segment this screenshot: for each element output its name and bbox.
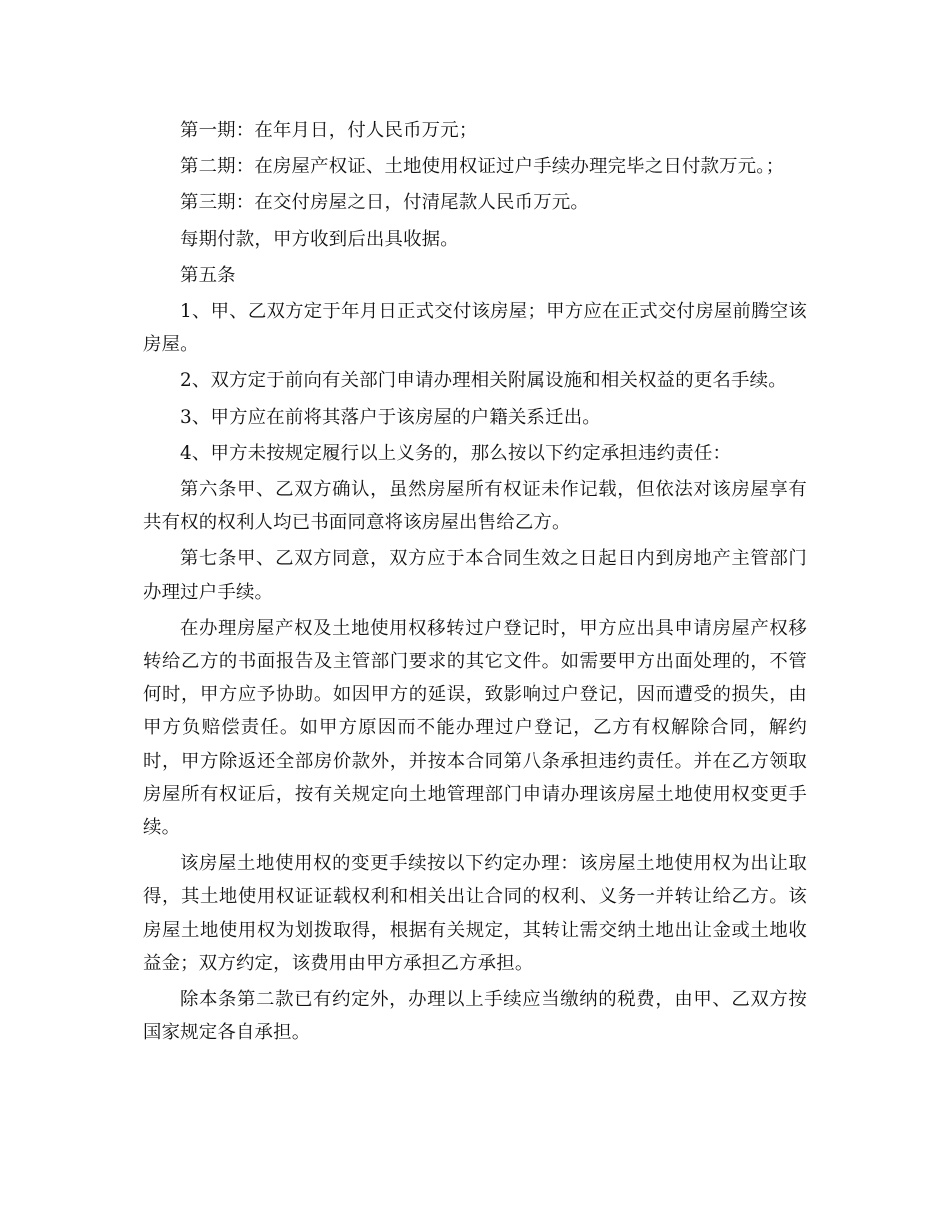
article-7: 第七条甲、乙双方同意，双方应于本合同生效之日起日内到房地产主管部门办理过户手续。	[143, 548, 807, 603]
document-body	[143, 114, 807, 1049]
paragraph-transfer-registration: 在办理房屋产权及土地使用权移转过户登记时，甲方应出具申请房屋产权移转给乙方的书面报告及主管部门要求的其它文件。如需要甲方出面处理的，不管何时，甲方应予协助。如因甲方的延误，致影响过户登记，因而遭受的损失，由甲方负赔偿责任。如甲方原因而不能办理过户登记，乙方有权解除合同，解约时，甲方除返还全部房价款外，并按本合同第八条承担违约责任。并在乙方领取房屋所有权证后，按有关规定向土地管理部门申请办理该房屋土地使用权变更手续。	[143, 617, 807, 839]
article-6: 第六条甲、乙双方确认，虽然房屋所有权证未作记载，但依法对该房屋享有共有权的权利人均已书面同意将该房屋出售给乙方。	[143, 479, 807, 534]
article-5-item-3: 3、甲方应在前将其落户于该房屋的户籍关系迁出。	[180, 406, 601, 428]
paragraph-land-use-rights: 该房屋土地使用权的变更手续按以下约定办理：该房屋土地使用权为出让取得，其土地使用权证证载权利和相关出让合同的权利、义务一并转让给乙方。该房屋土地使用权为划拨取得，根据有关规定，其转让需交纳土地出让金或土地收益金；双方约定，该费用由甲方承担乙方承担。	[143, 853, 807, 974]
paragraph-payment-phase-3: 第三期：在交付房屋之日，付清尾款人民币万元。	[180, 192, 589, 214]
paragraph-taxes-fees: 除本条第二款已有约定外，办理以上手续应当缴纳的税费，由甲、乙双方按国家规定各自承担。	[143, 989, 807, 1044]
article-5-item-2: 2、双方定于前向有关部门申请办理相关附属设施和相关权益的更名手续。	[180, 370, 787, 392]
article-5-item-4: 4、甲方未按规定履行以上义务的，那么按以下约定承担违约责任：	[180, 442, 732, 464]
paragraph-payment-phase-2: 第二期：在房屋产权证、土地使用权证过户手续办理完毕之日付款万元。；	[180, 156, 785, 178]
article-5-item-1: 1、甲、乙双方定于年月日正式交付该房屋；甲方应在正式交付房屋前腾空该房屋。	[143, 301, 807, 356]
paragraph-receipt: 每期付款，甲方收到后出具收据。	[180, 228, 459, 250]
paragraph-payment-phase-1: 第一期：在年月日，付人民币万元；	[180, 120, 478, 141]
article-5-heading: 第五条	[180, 264, 236, 286]
